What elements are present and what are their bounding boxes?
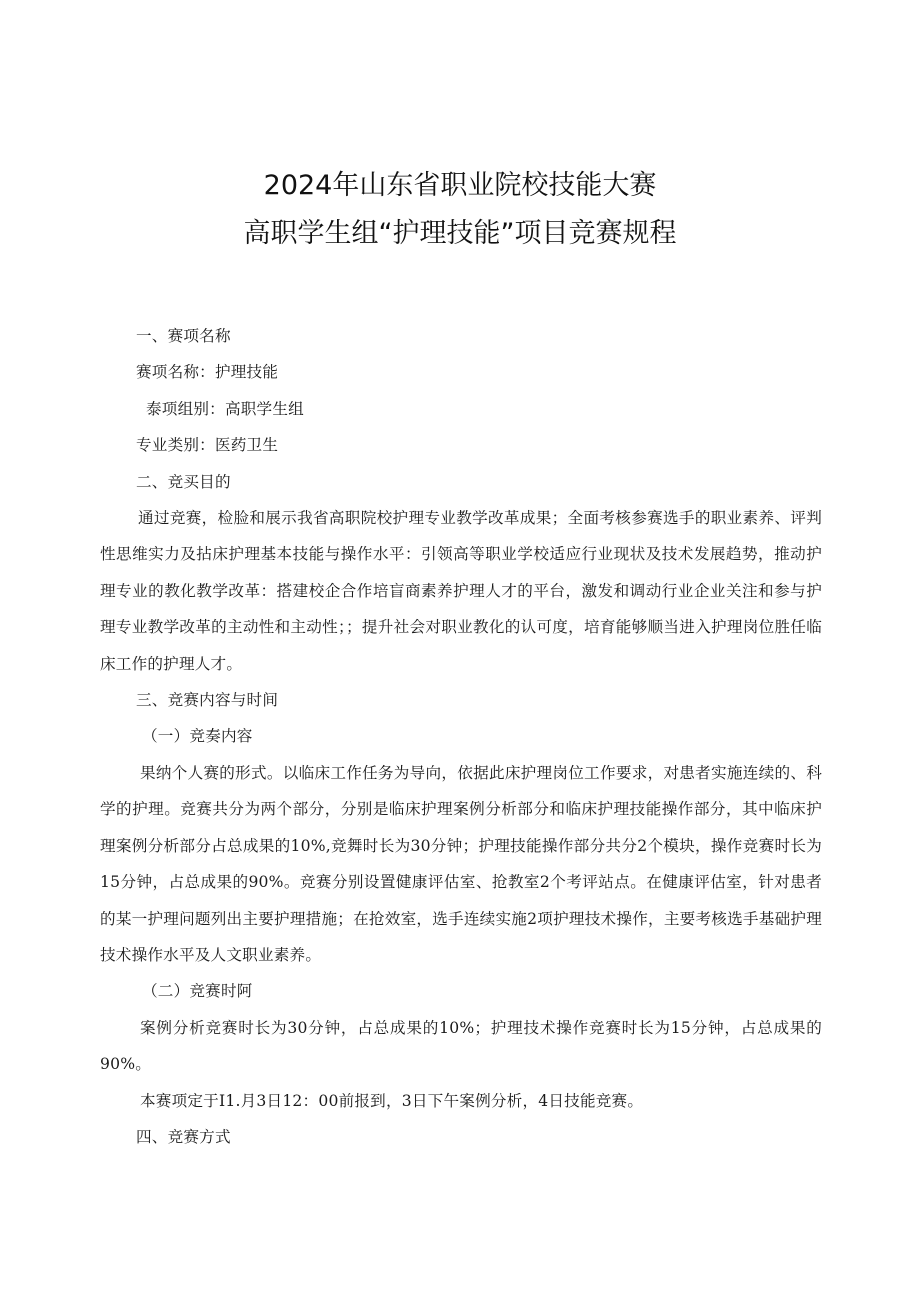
event-category: 专业类别：医药卫生: [136, 436, 279, 455]
event-group: 泰项组别：高职学生组: [146, 399, 304, 418]
section-1-heading: 一、赛项名称: [136, 327, 231, 345]
section-3-paragraph-3: 本赛项定于I1.月3日12：00前报到，3日下午案例分析，4日技能竞赛。: [140, 1091, 644, 1110]
section-3-paragraph-1: 果纳个人赛的形式。以临床工作任务为导向，依据此床护理岗位工作要求，对患者实施连续的、科学的护理。竞赛共分为两个部分，分别是临床护理案例分析部分和临床护理技能操作部分，其中临床护理案例分析部分占总成果的10%,竞舞时长为30分钟；护理技能操作部分共分2个模块，操作竞赛时长为15分钟，占总成果的90%。竞赛分别设置健康评估室、抢教室2个考评站点。在健康评估室，针对患者的某一护理问题列出主要护理措施；在抢效室，选手连续实施2项护理技术操作，主要考核选手基础护理技术操作水平及人文职业素养。: [100, 763, 822, 964]
title-line-1: 2024年山东省职业院校技能大赛: [263, 170, 657, 201]
section-3-subheading-2: （二）竞赛时阿: [142, 982, 253, 1001]
section-2-heading: 二、竞买目的: [136, 472, 231, 491]
title-line-2: 高职学生组“护理技能”项目竞赛规程: [243, 218, 677, 249]
section-3-paragraph-2: 案例分析竞赛时长为30分钟，占总成果的10%；护理技术操作竞赛时长为15分钟，占总成果的90%。: [100, 1018, 822, 1074]
section-2-paragraph: 通过竞赛，检脸和展示我省高职院校护理专业教学改革成果；全面考核参赛选手的职业素养、评判性思维实力及拈床护理基本技能与操作水平：引领高等职业学校适应行业现状及技术发展趋势，推动护理专业的教化教学改革：搭建校企合作培盲商素养护理人才的平台，激发和调动行业企业关注和参与护理专业教学改革的主动性和主动性；；提升社会对职业教化的认可度，培育能够顺当进入护理岗位胜任临床工作的护理人才。: [100, 509, 822, 673]
event-name: 赛项名称：护理技能: [136, 363, 279, 382]
section-4-heading: 四、竞赛方式: [136, 1127, 231, 1146]
section-3-heading: 三、竞赛内容与时间: [136, 691, 279, 710]
document-body: [100, 318, 822, 1155]
document-title: [0, 162, 920, 258]
section-3-subheading-1: （一）竞奏内容: [142, 727, 253, 746]
